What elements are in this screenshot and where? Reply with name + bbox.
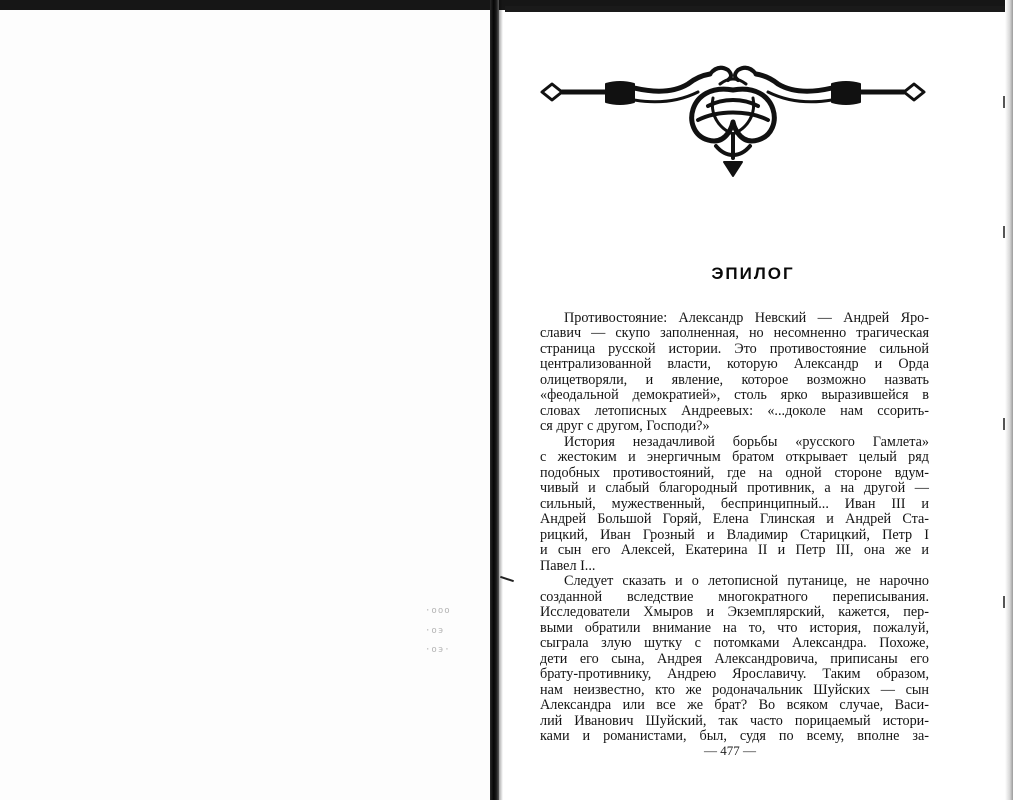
text-line: «феодальной демократией», столь ярко выразившейся в [540, 387, 929, 404]
text-line: славич — скупо заполненная, но несомненно трагическая [540, 325, 929, 342]
decorative-headpiece [538, 62, 928, 180]
text-line: сыграла злую шутку с потомками Александра. Похоже, [540, 635, 929, 652]
text-line: выми обратили внимание на то, что история, пожалуй, [540, 619, 929, 636]
text-line: чивый и слабый благородный противник, а на другой — [540, 480, 929, 497]
text-line: страница русской истории. Это противостояние сильной [540, 340, 929, 357]
text-line: и сын его Алексей, Екатерина II и Петр III, она же и [540, 542, 929, 559]
bleed-through-text: ·оэ [425, 626, 445, 636]
chapter-title: ЭПИЛОГ [711, 264, 795, 283]
bleed-through-text: ·оэ· [425, 645, 451, 655]
text-line: созданной вследствие многократного переписывания. [540, 588, 929, 605]
text-line: олицетворяли, и явление, которое возможно назвать [540, 371, 929, 388]
scan-edge-mark [1003, 96, 1005, 108]
scan-right-edge [1005, 0, 1013, 800]
text-line: словах летописных Андреевых: «...доколе нам ссорить- [540, 402, 929, 419]
text-line: История незадачливой борьбы «русского Гамлета» [564, 433, 929, 450]
text-line: лий Иванович Шуйский, так часто порицаемый истори- [540, 712, 929, 729]
book-spine [490, 0, 499, 800]
left-page [0, 10, 492, 800]
text-line: ся друг с другом, Господи?» [540, 418, 710, 435]
text-line: рицкий, Иван Грозный и Владимир Старицкий, Петр I [540, 526, 929, 543]
scan-edge-mark [1003, 418, 1005, 430]
text-line: брату-противнику, Андрею Ярославичу. Таким образом, [540, 666, 929, 683]
text-line: с жестоким и энергичным братом открывает целый ряд [540, 449, 929, 466]
bleed-through-text: ·ооо [425, 606, 451, 616]
text-line: нам неизвестно, кто же родоначальник Шуйских — сын [540, 681, 929, 698]
text-line: Следует сказать и о летописной путанице, не нарочно [564, 573, 929, 590]
text-line: подобных противостояний, где на одной стороне вдум- [540, 464, 929, 481]
text-line: Андрей Большой Горяй, Елена Глинская и Андрей Ста- [540, 511, 929, 528]
scan-edge-mark [1003, 226, 1005, 238]
text-line: централизованной власти, которую Александр и Орда [540, 356, 929, 373]
scan-edge-mark [1003, 596, 1005, 608]
text-line: Александра или все же брат? Во всяком случае, Васи- [540, 697, 929, 714]
page-number: — 477 — [704, 743, 756, 758]
text-line: Павел I... [540, 557, 596, 574]
text-line: дети его сына, Андрея Александровича, приписаны его [540, 650, 929, 667]
text-line: ками и романистами, был, судя по всему, вполне за- [540, 728, 929, 744]
text-line: Исследователи Хмыров и Экземплярский, кажется, пер- [540, 604, 929, 621]
text-line: сильный, мужественный, беспринципный... Иван III и [540, 495, 929, 512]
text-line: Противостояние: Александр Невский — Андрей Яро- [564, 310, 929, 326]
